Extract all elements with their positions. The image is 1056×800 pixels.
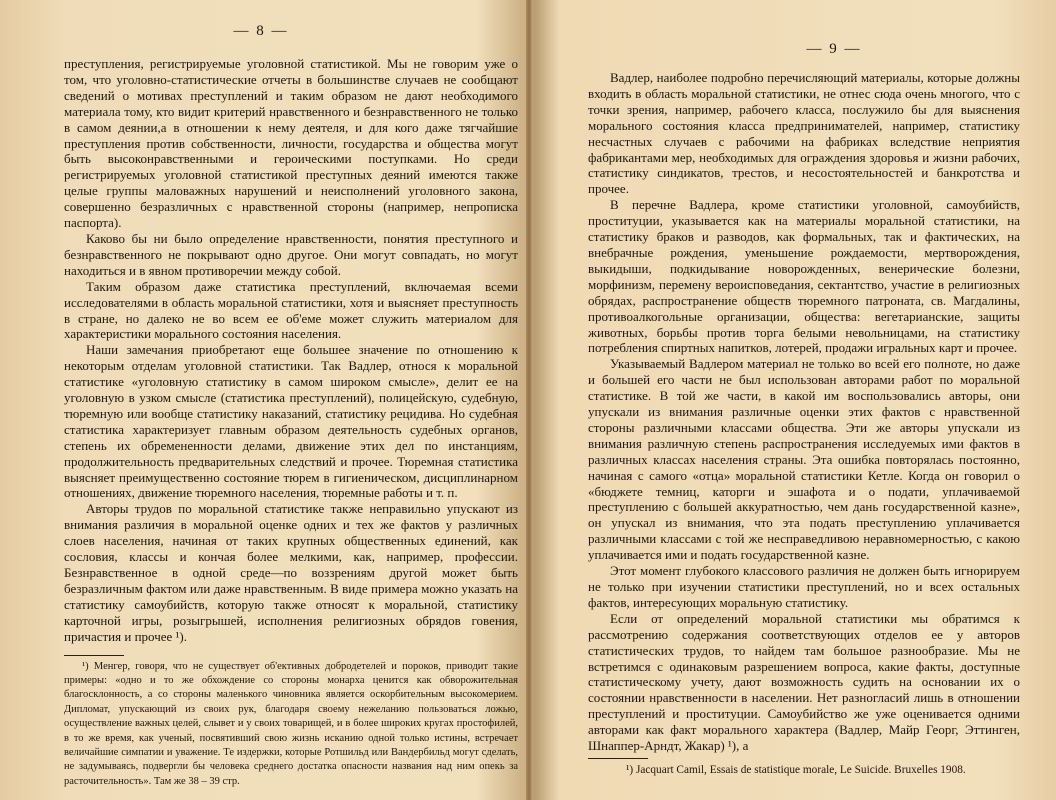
footnote-divider	[588, 758, 648, 759]
left-page	[0, 0, 526, 800]
paragraph: Наши замечания приобретают еще большее значение по отношению к некоторым отделам уголовной статистики. Так Вадлер, относя к моральной статистике «уголовную статистику в самом широком смысле», делит ее на уголовную в узком смысле (статистика преступлений), полицейскую, судебную, тюремную или вообще статистику наказаний, статистику рецидива. Но судебная статистика характеризует главным образом деятельность судебных органов, степень их обремененности делами, движение этих дел по инстанциям, продолжительность предварительных следствий и прочее. Тюремная статистика выясняет преимущественно состояние тюрем в гигиеническом, дисциплинарном отношениях, движение тюремного населения, тюремные работы и т. п.	[64, 342, 518, 501]
page-number-left: — 8 —	[233, 23, 289, 39]
paragraph: Если от определений моральной статистики мы обратимся к рассмотрению содержания соответствующих отделов ее у авторов статистических трудов, то найдем там большое разнообразие. Мы не встретимся с одинаковым разрешением вопроса, какие факты, доступные статистическому учету, дают возможность судить на основании их о состоянии нравственности в населении. Нет разногласий лишь в отношении преступлений и проституции. Самоубийство же уже оценивается одними авторами как факт морального характера (Вадлер, Майр Георг, Эттинген, Шнаппер-Арндт, Жакар) ¹), а	[588, 610, 1020, 754]
right-page-body	[588, 70, 1020, 754]
paragraph: Авторы трудов по моральной статистике также неправильно упускают из внимания различия в моральной оценке одних и тех же фактов у различных слоев населения, начиная от таких крупных общественных единений, как сословия, классы и кончая более мелкими, как, например, профессии. Безнравственное в одной среде—по воззрениям другой может быть безразличным фактом или даже нравственным. В виде примера можно указать на статистику самоубийств, которую также относят к моральной, статистику карточной игры, розыгрышей, исполнения религиозных обрядов говения, причастия и прочее ¹).	[64, 501, 518, 644]
paragraph: Каково бы ни было определение нравственности, понятия преступного и безнравственного не покрывают одно другое. Они могут совпадать, но могут находиться и в явном противоречии между собой.	[64, 230, 518, 278]
footnote: ¹) Jacquart Camil, Essais de statistique morale, Le Suicide. Bruxelles 1908.	[626, 763, 966, 776]
footnote: ¹) Менгер, говоря, что не существует об'ективных добродетелей и пороков, приводит такие примеры: «одно и то же обхождение со стороны монарха ценится как обворожительная благосклонность, а со стороны маленького чиновника является оскорбительным высокомерием. Дипломат, упускающий из своих рук, благодаря своему нежеланию пользоваться ложью, осуществление важных целей, слывет и у своих товарищей, и в более широких кругах простофилей, в то же время, как ученый, посвятивший свою жизнь исканию одной только истины, встречает величайшие симпатии и уважение. Те издержки, которые Ротшильд или Вандербильд могут сделать, не задумываясь, подвергли бы человека среднего достатка опасности названия над ним опекь за расточительность». Там же 38 – 39 стр.	[64, 660, 518, 787]
footnote-divider	[64, 655, 124, 656]
page-number-right: — 9 —	[806, 41, 862, 57]
left-page-body	[64, 56, 518, 645]
paragraph: преступления, регистрируемые уголовной статистикой. Мы не говорим уже о том, что уголовно-статистические отчеты в большинстве случаев не сообщают сведений о мотивах преступлений и таким образом не дают необходимого материала тому, кто видит критерий нравственного и безнравственного не только в самом деянии,а в отношении к нему деятеля, и для кого даже тягчайшие преступления против собственности, личности, государства и общества могут быть высоконравственными и героическими поступками. Но среди регистрируемых уголовной статистикой преступных деяний имеются также целые группы маловажных нарушений и неисполнений уголовного закона, совершенно безразличных с нравственной стороны (например, непрописка паспорта).	[64, 56, 518, 231]
paragraph: Указываемый Вадлером материал не только во всей его полноте, но даже и большей его части не был использован авторами работ по моральной статистике. В той же части, в какой им воспользовались авторы, они упускали из внимания различные оценки этих фактов с нравственной стороны различными классами общества. Эти же авторы упускали из внимания различную степень распространения исследуемых ими фактов в различных классах населения страны. Эта ошибка повторялась постоянно, начиная с самого «отца» моральной статистики Кетле. Когда он говорил о «бюджете темниц, каторги и эшафота и о подати, уплачиваемой преступлению с большей аккуратностью, чем дань государственной казне», он упускал из внимания, что эта подать преступлению уплачивается различными классами с той же несправедливою неравномерностью, с какою уплачивается ими и подать государственной казне.	[588, 356, 1020, 563]
paragraph: В перечне Вадлера, кроме статистики уголовной, самоубийств, проституции, указывается как на материалы моральной статистики, на статистику браков и разводов, как формальных, так и фактических, на внебрачные рождения, уменьшение рождаемости, мертворождения, выкидыши, подкидывание новорожденных, венерические болезни, морфинизм, перемену вероисповедания, сектантство, участие в религиозных обрядах, распространение обществ тюремного патроната, св. Магдалины, противоалкогольные организации, общества: вегетарианские, защиты животных, борьбы против торга белыми невольницами, на статистику потребления спиртных напитков, лотерей, продажи игральных карт и прочее.	[588, 197, 1020, 356]
paragraph: Этот момент глубокого классового различия не должен быть игнорируем не только при изучении статистики преступлений, но и всех остальных фактов, интересующих моральную статистику.	[588, 563, 1020, 610]
paragraph: Таким образом даже статистика преступлений, включаемая всеми исследователями в область моральной статистики, хотя и выясняет преступность в стране, но далеко не во всем ее об'еме может служить материалом для характеристики морального состояния населения.	[64, 278, 518, 342]
right-page	[532, 0, 1056, 800]
paragraph: Вадлер, наиболее подробно перечисляющий материалы, которые должны входить в область моральной статистики, не отнес сюда очень многого, что с точки зрения, например, рабочего класса, послужило бы для выяснения морального состояния класса предпринимателей, например, статистику несчастных случаев с рабочими на фабриках вследствие неприятия фабрикантами мер, необходимых для ограждения здоровья и жизни рабочих, статистику синдикатов, трестов, и несостоятельностей и банкротства и прочее.	[588, 70, 1020, 197]
